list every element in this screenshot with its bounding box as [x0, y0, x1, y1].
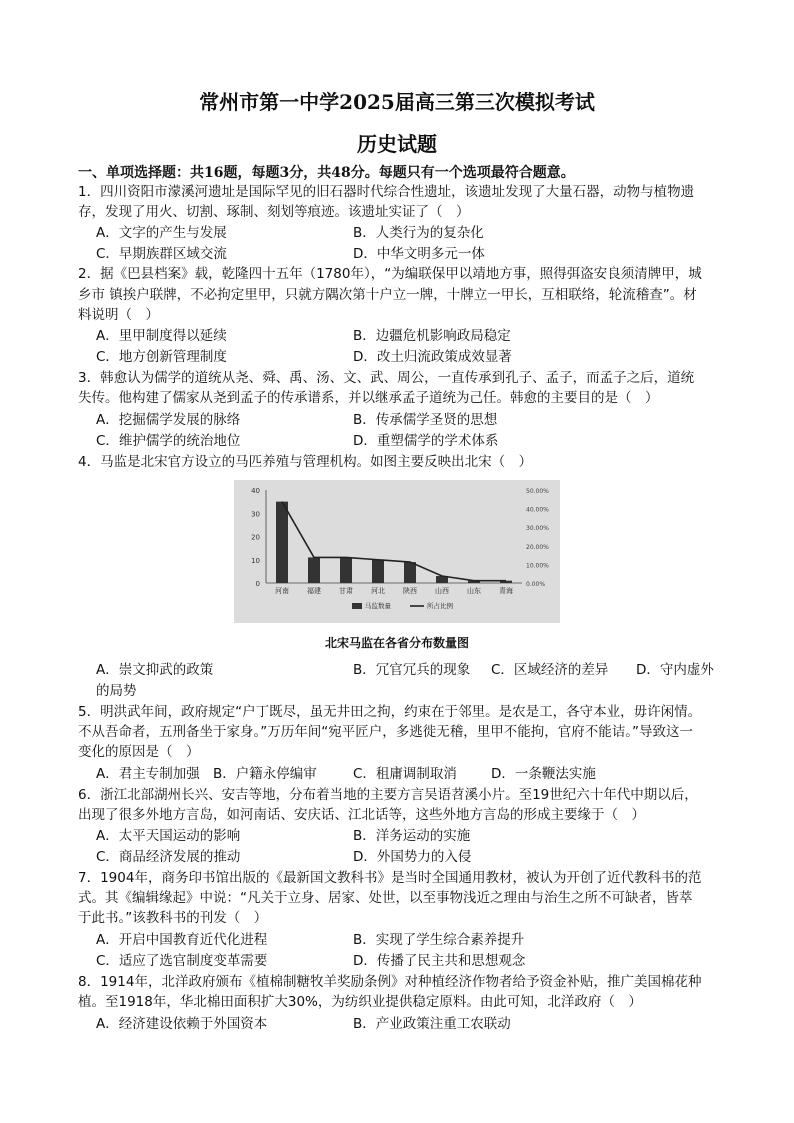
y-tick-label-right: 10.00% [526, 562, 549, 570]
bar [404, 562, 416, 583]
option-d: D．中华文明多元一体 [353, 246, 485, 262]
y-tick-label-right: 0.00% [526, 581, 546, 588]
bar [340, 557, 352, 583]
option-b: B．洋务运动的实施 [353, 828, 471, 844]
legend-label: 马监数量 [365, 602, 391, 610]
option-c: C．适应了选官制度变革需要 [96, 953, 268, 969]
option-a: A．里甲制度得以延续 [96, 328, 227, 344]
option-c: C．早期族群区域交流 [96, 246, 227, 262]
question-2-line: 乡市 镇挨户联牌，不必拘定里甲，只就方隅次第十户立一牌，十牌立一甲长，互相联络，轮流稽查”。材 [78, 287, 697, 303]
question-1-line: 1．四川资阳市濛溪河遗址是国际罕见的旧石器时代综合性遗址，该遗址发现了大量石器，动物与植物遗 [78, 184, 695, 200]
option-a: A．挖掘儒学发展的脉络 [96, 412, 241, 428]
option-d-continued: 的局势 [96, 683, 137, 699]
option-b: B．户籍永停编审 [213, 766, 317, 782]
y-tick-label-right: 50.00% [526, 488, 549, 495]
bar [372, 560, 384, 583]
legend-label: 所占比例 [427, 602, 453, 610]
option-b: B．冗官冗兵的现象 [353, 662, 471, 678]
question-2-line: 料说明（ ） [78, 307, 159, 323]
option-c: C．地方创新管理制度 [96, 349, 227, 365]
question-4-line: 4．马监是北宋官方设立的马匹养殖与管理机构。如图主要反映出北宋（ ） [78, 454, 533, 470]
option-b: B．边疆危机影响政局稳定 [353, 328, 511, 344]
option-d: D．传播了民主共和思想观念 [353, 953, 526, 969]
y-tick-label-left: 10 [251, 556, 260, 565]
option-d: D．重塑儒学的学术体系 [353, 433, 499, 449]
x-tick-label: 青海 [499, 587, 513, 595]
option-a: A．经济建设依赖于外国资本 [96, 1016, 268, 1032]
x-tick-label: 甘肃 [339, 587, 353, 595]
option-d: D．改土归流政策成效显著 [353, 349, 512, 365]
option-c: C．商品经济发展的推动 [96, 849, 241, 865]
question-5-line: 变化的原因是（ ） [78, 744, 200, 760]
y-tick-label-left: 0 [255, 580, 260, 588]
option-d: D．守内虚外 [636, 662, 714, 678]
option-c: C．租庸调制取消 [353, 766, 457, 782]
y-tick-label-right: 40.00% [526, 506, 549, 514]
x-tick-label: 山西 [435, 587, 449, 595]
question-3-line: 3．韩愈认为儒学的道统从尧、舜、禹、汤、文、武、周公，一直传承到孔子、孟子，而孟子之后，道统 [78, 370, 695, 386]
exam-title: 常州市第一中学2025届高三第三次模拟考试 [199, 90, 595, 114]
x-tick-label: 福建 [307, 587, 321, 595]
question-7-line: 于此书。”该教科书的刊发（ ） [78, 910, 268, 926]
y-tick-label-right: 20.00% [526, 543, 549, 551]
y-tick-label-left: 20 [251, 533, 260, 542]
option-a: A．崇文抑武的政策 [96, 662, 214, 678]
y-tick-label-right: 30.00% [526, 525, 549, 533]
y-tick-label-left: 40 [251, 487, 260, 495]
section-heading: 一、单项选择题：共16题，每题3分，共48分。每题只有一个选项最符合题意。 [78, 165, 575, 181]
question-2-line: 2．据《巴县档案》载，乾隆四十五年（1780年），“为编联保甲以靖地方事，照得弭盗安良须清牌甲，城 [78, 266, 702, 282]
question-6-line: 6．浙江北部湖州长兴、安吉等地，分布着当地的主要方言吴语苕溪小片。至19世纪六十年代中期以后， [78, 787, 698, 803]
option-c: C．区域经济的差异 [491, 662, 609, 678]
x-tick-label: 山东 [467, 587, 481, 595]
question-8-line: 8．1914年，北洋政府颁布《植棉制糖牧羊奖励条例》对种植经济作物者给予资金补贴，推广美国棉花种 [78, 974, 702, 990]
option-d: D．一条鞭法实施 [491, 766, 596, 782]
legend-swatch-bar [352, 603, 362, 609]
option-a: A．开启中国教育近代化进程 [96, 932, 268, 948]
option-a: A．文字的产生与发展 [96, 225, 227, 241]
question-6-line: 出现了很多外地方言岛，如河南话、安庆话、江北话等，这些外地方言岛的形成主要缘于（ ） [78, 807, 645, 823]
y-tick-label-left: 30 [251, 510, 260, 519]
x-tick-label: 陕西 [403, 587, 417, 595]
question-8-line: 植。至1918年，华北棉田面积扩大30%，为纺织业提供稳定原料。由此可知，北洋政府（ ） [78, 994, 642, 1010]
option-d: D．外国势力的入侵 [353, 849, 472, 865]
chart-caption: 北宋马监在各省分布数量图 [324, 636, 469, 650]
exam-subtitle: 历史试题 [357, 132, 437, 156]
x-tick-label: 河北 [371, 587, 385, 595]
bar [276, 502, 288, 583]
horse-farm-chart [234, 480, 560, 623]
option-b: B．人类行为的复杂化 [353, 225, 484, 241]
question-7-line: 式。其《编辑缘起》中说：“凡关于立身、居家、处世，以至事物浅近之理由与治生之所不可缺者，皆萃 [78, 890, 693, 906]
x-tick-label: 河南 [275, 587, 289, 595]
option-b: B．实现了学生综合素养提升 [353, 932, 525, 948]
option-b: B．传承儒学圣贤的思想 [353, 412, 498, 428]
bar [308, 557, 320, 583]
option-a: A．君主专制加强 [96, 766, 200, 782]
question-3-line: 失传。他构建了儒家从尧到孟子的传承谱系，并以继承孟子道统为己任。韩愈的主要目的是（ ） [78, 390, 659, 406]
option-a: A．太平天国运动的影响 [96, 828, 241, 844]
question-7-line: 7．1904年，商务印书馆出版的《最新国文教科书》是当时全国通用教材，被认为开创了近代教科书的范 [78, 870, 702, 886]
question-5-line: 5．明洪武年间，政府规定“户丁既尽，虽无井田之拘，约束在于邻里。是农是工，各守本业，毋许闲情。 [78, 704, 702, 720]
chart-photo [234, 480, 560, 623]
question-1-line: 存，发现了用火、切割、琢制、刻划等痕迹。该遗址实证了（ ） [78, 204, 470, 220]
option-c: C．维护儒学的统治地位 [96, 433, 241, 449]
option-b: B．产业政策注重工农联动 [353, 1016, 511, 1032]
question-5-line: 不从吾命者，五刑备坐于家身。”万历年间“宛平匠户，多逃徙无稽，里甲不能拘，官府不能诘。”导致这一 [78, 724, 693, 740]
